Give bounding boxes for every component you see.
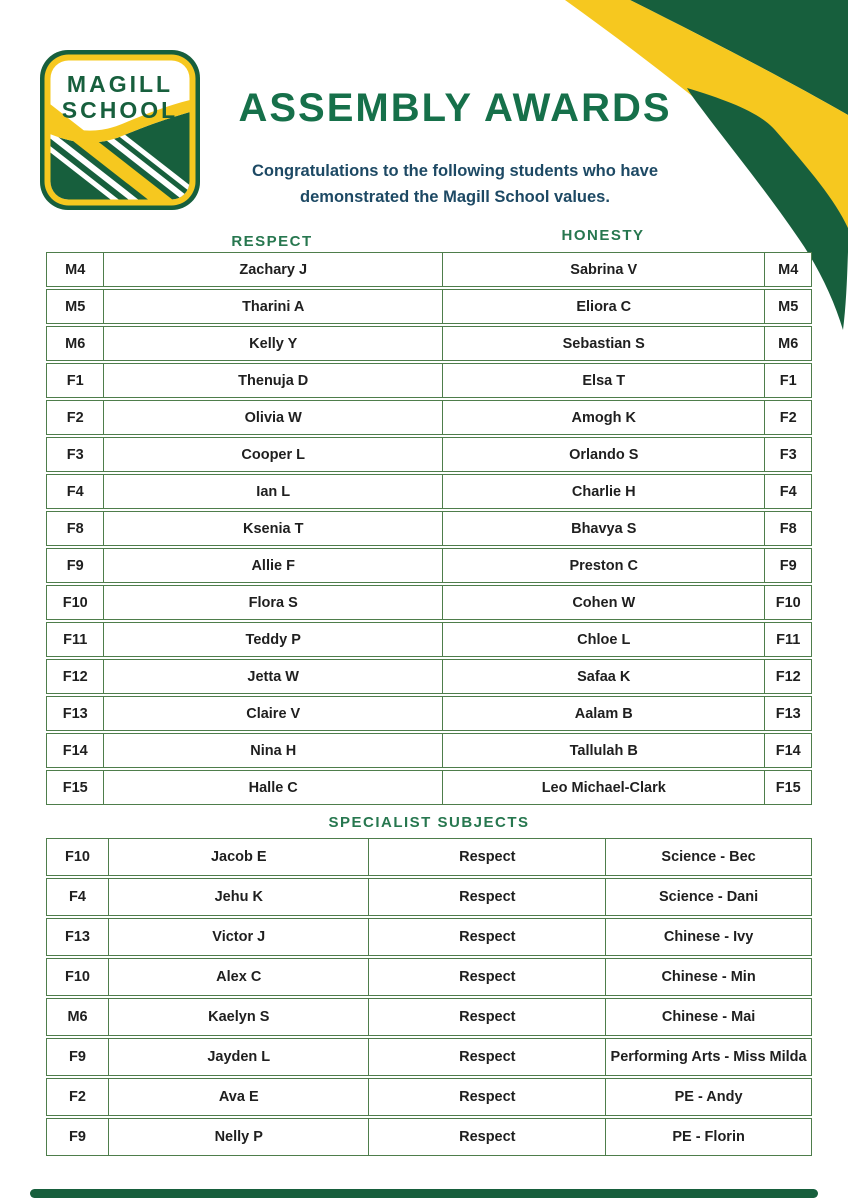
class-code-right: M5 bbox=[764, 289, 812, 324]
student-name: Victor J bbox=[108, 918, 368, 956]
class-code-left: M4 bbox=[46, 252, 103, 287]
subtitle-line-1: Congratulations to the following students who have bbox=[251, 162, 659, 180]
respect-student-name: Olivia W bbox=[103, 400, 442, 435]
award-value: Respect bbox=[368, 1078, 605, 1116]
class-code-left: F8 bbox=[46, 511, 103, 546]
class-code-left: F14 bbox=[46, 733, 103, 768]
class-code-left: F12 bbox=[46, 659, 103, 694]
specialist-table-row bbox=[46, 1118, 812, 1156]
subject-teacher: Chinese - Min bbox=[605, 958, 812, 996]
subject-teacher: Performing Arts - Miss Milda bbox=[605, 1038, 812, 1076]
class-code-left: M5 bbox=[46, 289, 103, 324]
logo-text-line2: SCHOOL bbox=[61, 97, 179, 123]
respect-student-name: Kelly Y bbox=[103, 326, 442, 361]
specialist-table-row bbox=[46, 998, 812, 1036]
respect-student-name: Teddy P bbox=[103, 622, 442, 657]
logo-text-line1: MAGILL bbox=[66, 71, 174, 97]
respect-student-name: Ksenia T bbox=[103, 511, 442, 546]
student-name: Ava E bbox=[108, 1078, 368, 1116]
values-table-row bbox=[46, 400, 812, 435]
class-code-right: F8 bbox=[764, 511, 812, 546]
honesty-student-name: Aalam B bbox=[442, 696, 764, 731]
class-code-left: F10 bbox=[46, 585, 103, 620]
respect-student-name: Flora S bbox=[103, 585, 442, 620]
footer-accent-bar bbox=[30, 1189, 818, 1198]
award-value: Respect bbox=[368, 918, 605, 956]
honesty-student-name: Sabrina V bbox=[442, 252, 764, 287]
student-name: Jehu K bbox=[108, 878, 368, 916]
specialist-table-row bbox=[46, 838, 812, 876]
award-value: Respect bbox=[368, 878, 605, 916]
respect-student-name: Thenuja D bbox=[103, 363, 442, 398]
class-code-right: F15 bbox=[764, 770, 812, 805]
honesty-column-header: HONESTY bbox=[561, 227, 645, 244]
class-code: F9 bbox=[46, 1118, 108, 1156]
class-code-right: F3 bbox=[764, 437, 812, 472]
honesty-student-name: Orlando S bbox=[442, 437, 764, 472]
award-value: Respect bbox=[368, 958, 605, 996]
respect-student-name: Allie F bbox=[103, 548, 442, 583]
class-code-left: M6 bbox=[46, 326, 103, 361]
values-table-row bbox=[46, 696, 812, 731]
respect-student-name: Nina H bbox=[103, 733, 442, 768]
class-code-right: F9 bbox=[764, 548, 812, 583]
specialist-table-row bbox=[46, 958, 812, 996]
honesty-student-name: Leo Michael-Clark bbox=[442, 770, 764, 805]
honesty-student-name: Chloe L bbox=[442, 622, 764, 657]
class-code: F10 bbox=[46, 958, 108, 996]
specialist-table-row bbox=[46, 878, 812, 916]
class-code: F9 bbox=[46, 1038, 108, 1076]
class-code-right: F12 bbox=[764, 659, 812, 694]
class-code-left: F15 bbox=[46, 770, 103, 805]
respect-student-name: Zachary J bbox=[103, 252, 442, 287]
class-code: M6 bbox=[46, 998, 108, 1036]
student-name: Jayden L bbox=[108, 1038, 368, 1076]
class-code-left: F3 bbox=[46, 437, 103, 472]
subject-teacher: PE - Florin bbox=[605, 1118, 812, 1156]
class-code-left: F1 bbox=[46, 363, 103, 398]
class-code-left: F2 bbox=[46, 400, 103, 435]
honesty-student-name: Preston C bbox=[442, 548, 764, 583]
honesty-student-name: Charlie H bbox=[442, 474, 764, 509]
values-table-row bbox=[46, 474, 812, 509]
values-table-row bbox=[46, 659, 812, 694]
specialist-subjects-table bbox=[46, 836, 812, 1158]
honesty-student-name: Eliora C bbox=[442, 289, 764, 324]
respect-column-header: RESPECT bbox=[231, 233, 313, 250]
class-code-right: F4 bbox=[764, 474, 812, 509]
values-table-row bbox=[46, 437, 812, 472]
honesty-student-name: Sebastian S bbox=[442, 326, 764, 361]
honesty-student-name: Amogh K bbox=[442, 400, 764, 435]
award-value: Respect bbox=[368, 838, 605, 876]
honesty-student-name: Safaa K bbox=[442, 659, 764, 694]
honesty-student-name: Elsa T bbox=[442, 363, 764, 398]
student-name: Alex C bbox=[108, 958, 368, 996]
class-code-right: F11 bbox=[764, 622, 812, 657]
subject-teacher: Science - Bec bbox=[605, 838, 812, 876]
values-table-row bbox=[46, 511, 812, 546]
respect-student-name: Ian L bbox=[103, 474, 442, 509]
values-table-row bbox=[46, 622, 812, 657]
class-code-left: F9 bbox=[46, 548, 103, 583]
award-value: Respect bbox=[368, 1118, 605, 1156]
page-title: ASSEMBLY AWARDS bbox=[238, 86, 672, 130]
respect-student-name: Claire V bbox=[103, 696, 442, 731]
values-table-row bbox=[46, 252, 812, 287]
values-table-row bbox=[46, 770, 812, 805]
class-code-left: F13 bbox=[46, 696, 103, 731]
honesty-student-name: Cohen W bbox=[442, 585, 764, 620]
values-table-row bbox=[46, 289, 812, 324]
specialist-table-row bbox=[46, 918, 812, 956]
specialist-table-row bbox=[46, 1078, 812, 1116]
award-value: Respect bbox=[368, 1038, 605, 1076]
values-table-row bbox=[46, 585, 812, 620]
class-code-left: F4 bbox=[46, 474, 103, 509]
class-code-left: F11 bbox=[46, 622, 103, 657]
student-name: Nelly P bbox=[108, 1118, 368, 1156]
subject-teacher: Chinese - Ivy bbox=[605, 918, 812, 956]
subject-teacher: Science - Dani bbox=[605, 878, 812, 916]
class-code-right: F1 bbox=[764, 363, 812, 398]
class-code-right: F2 bbox=[764, 400, 812, 435]
values-table-row bbox=[46, 548, 812, 583]
class-code: F2 bbox=[46, 1078, 108, 1116]
honesty-student-name: Tallulah B bbox=[442, 733, 764, 768]
respect-student-name: Halle C bbox=[103, 770, 442, 805]
honesty-student-name: Bhavya S bbox=[442, 511, 764, 546]
class-code-right: F10 bbox=[764, 585, 812, 620]
class-code-right: F13 bbox=[764, 696, 812, 731]
class-code: F13 bbox=[46, 918, 108, 956]
specialist-table-row bbox=[46, 1038, 812, 1076]
values-awards-table bbox=[46, 250, 812, 807]
award-value: Respect bbox=[368, 998, 605, 1036]
respect-student-name: Cooper L bbox=[103, 437, 442, 472]
specialist-subjects-header: SPECIALIST SUBJECTS bbox=[328, 814, 530, 831]
values-table-row bbox=[46, 733, 812, 768]
class-code-right: M4 bbox=[764, 252, 812, 287]
respect-student-name: Tharini A bbox=[103, 289, 442, 324]
class-code-right: M6 bbox=[764, 326, 812, 361]
values-table-row bbox=[46, 326, 812, 361]
class-code-right: F14 bbox=[764, 733, 812, 768]
student-name: Jacob E bbox=[108, 838, 368, 876]
student-name: Kaelyn S bbox=[108, 998, 368, 1036]
subject-teacher: PE - Andy bbox=[605, 1078, 812, 1116]
class-code: F10 bbox=[46, 838, 108, 876]
subject-teacher: Chinese - Mai bbox=[605, 998, 812, 1036]
values-table-row bbox=[46, 363, 812, 398]
subtitle-line-2: demonstrated the Magill School values. bbox=[300, 188, 610, 207]
respect-student-name: Jetta W bbox=[103, 659, 442, 694]
page-subtitle bbox=[165, 158, 745, 211]
class-code: F4 bbox=[46, 878, 108, 916]
